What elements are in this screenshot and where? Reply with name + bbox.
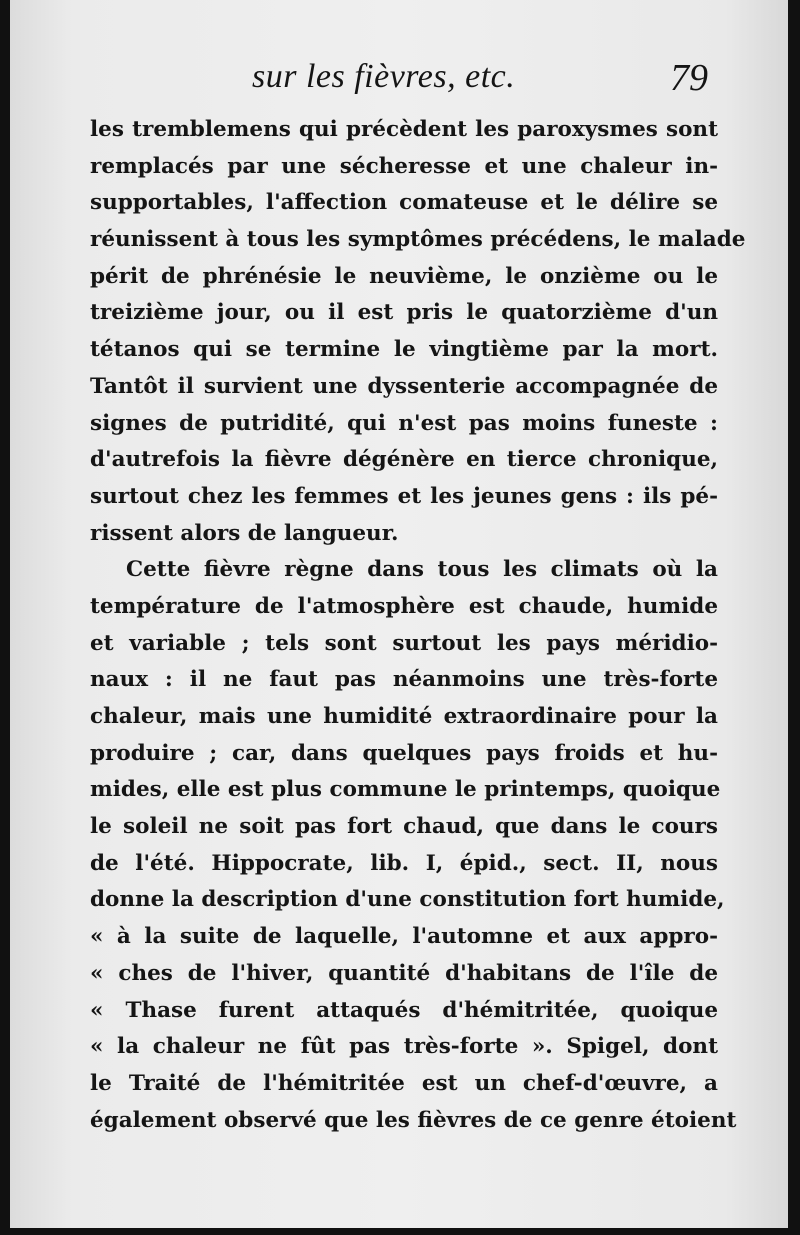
page-bottom-margin bbox=[10, 1110, 788, 1228]
text-line: supportables, l'affection comateuse et le délire se bbox=[90, 190, 718, 216]
text-line: naux : il ne faut pas néanmoins une très-forte bbox=[90, 667, 718, 693]
text-line: « à la suite de laquelle, l'automne et aux appro- bbox=[90, 924, 718, 950]
text-line: « Thase furent attaqués d'hémitritée, quoique bbox=[90, 997, 718, 1023]
text-line: et variable ; tels sont surtout les pays méridio- bbox=[90, 630, 718, 656]
text-line: tétanos qui se termine le vingtième par la mort. bbox=[90, 337, 718, 363]
paragraph-end-line: rissent alors de langueur. bbox=[90, 520, 399, 546]
text-line: signes de putridité, qui n'est pas moins funeste : bbox=[90, 410, 718, 436]
paragraph-start-line: Cette fièvre règne dans tous les climats où la bbox=[126, 557, 718, 583]
text-line: surtout chez les femmes et les jeunes gens : ils pé- bbox=[90, 483, 718, 509]
page-header bbox=[10, 52, 788, 102]
text-line: chaleur, mais une humidité extraordinaire pour la bbox=[90, 704, 718, 729]
text-line: « ches de l'hiver, quantité d'habitans de l'île de bbox=[90, 960, 718, 986]
text-line: également observé que les fièvres de ce genre étoient bbox=[90, 1107, 737, 1133]
text-line: Tantôt il survient une dyssenterie accompagnée de bbox=[90, 373, 718, 399]
text-line: de l'été. Hippocrate, lib. I, épid., sect. II, nous bbox=[90, 850, 718, 876]
text-line: « la chaleur ne fût pas très-forte ». Spigel, dont bbox=[90, 1034, 718, 1060]
text-line: d'autrefois la fièvre dégénère en tierce chronique, bbox=[90, 447, 718, 473]
running-head: sur les fièvres, etc. bbox=[252, 58, 516, 95]
book-page bbox=[10, 0, 788, 1228]
text-line: réunissent à tous les symptômes précédens, le malade bbox=[90, 227, 746, 253]
text-line: le Traité de l'hémitritée est un chef-d'œuvre, a bbox=[90, 1070, 718, 1096]
text-line: treizième jour, ou il est pris le quatorzième d'un bbox=[90, 300, 718, 326]
text-line: produire ; car, dans quelques pays froids et hu- bbox=[90, 740, 718, 766]
text-line: mides, elle est plus commune le printemps, quoique bbox=[90, 777, 721, 803]
text-line: température de l'atmosphère est chaude, humide bbox=[90, 593, 718, 619]
body-text bbox=[90, 112, 746, 1139]
text-line: périt de phrénésie le neuvième, le onzième ou le bbox=[90, 263, 718, 289]
text-line: donne la description d'une constitution fort humide, bbox=[90, 887, 725, 913]
text-line: remplacés par une sécheresse et une chaleur in- bbox=[90, 153, 718, 179]
page-number: 79 bbox=[670, 57, 708, 99]
text-line: les tremblemens qui précèdent les paroxysmes sont bbox=[90, 117, 718, 142]
text-line: le soleil ne soit pas fort chaud, que dans le cours bbox=[90, 814, 718, 840]
